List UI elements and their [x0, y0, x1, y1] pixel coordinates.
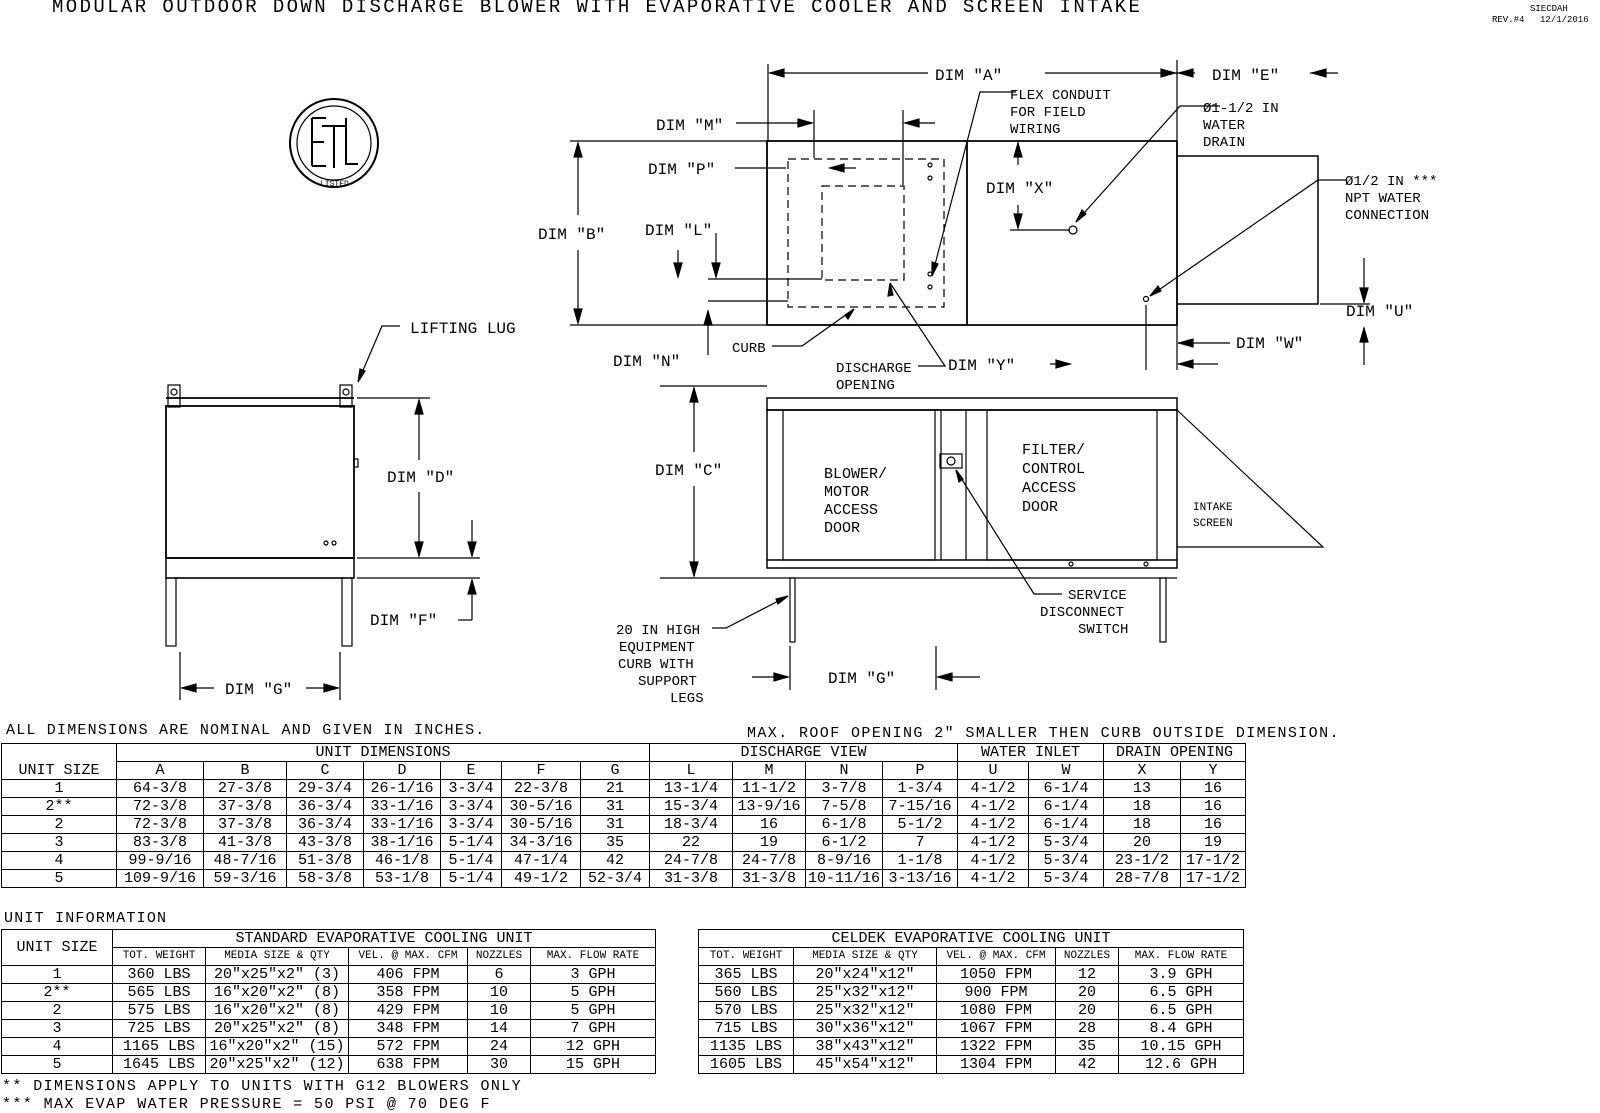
standard-cell: 14: [468, 1020, 531, 1038]
discharge-opening-line-1: DISCHARGE: [836, 361, 912, 377]
celdek-cell: 1135 LBS: [699, 1038, 794, 1056]
blower-door-line-1: BLOWER/: [824, 466, 888, 483]
cel-col-media: MEDIA SIZE & QTY: [794, 948, 937, 966]
dimension-cell: 6-1/4: [1029, 816, 1104, 834]
unit-information-heading: UNIT INFORMATION: [4, 910, 168, 927]
standard-cell: 20"x25"x2" (12): [206, 1056, 349, 1074]
table-row: [699, 1056, 1244, 1074]
table-row: [699, 1038, 1244, 1056]
front-view: [660, 386, 1323, 690]
curb-legs-line-3: CURB WITH: [618, 657, 694, 673]
standard-cell: 348 FPM: [349, 1020, 468, 1038]
celdek-cell: 715 LBS: [699, 1020, 794, 1038]
celdek-cell: 20"x24"x12": [794, 966, 937, 984]
standard-cell: 1165 LBS: [113, 1038, 206, 1056]
unit-size-header: UNIT SIZE: [2, 930, 113, 966]
dimension-cell: 99-9/16: [117, 852, 204, 870]
dimension-cell: 4-1/2: [958, 816, 1029, 834]
water-drain-line-2: WATER: [1203, 118, 1246, 134]
dimension-cell: 16: [1181, 780, 1246, 798]
intake-screen-line-2: SCREEN: [1193, 518, 1233, 530]
dimension-cell: 27-3/8: [204, 780, 287, 798]
dim-c-label: DIM "C": [655, 462, 723, 480]
water-drain-line-3: DRAIN: [1203, 135, 1246, 151]
dimension-cell: 7: [883, 834, 958, 852]
std-col-weight: TOT. WEIGHT: [113, 948, 206, 966]
dim-l-label: DIM "L": [645, 222, 713, 240]
dimension-cell: 6-1/2: [806, 834, 883, 852]
col-w: W: [1029, 762, 1104, 780]
dimension-cell: 24-7/8: [650, 852, 733, 870]
table-row: [2, 816, 1246, 834]
dim-f-label: DIM "F": [370, 612, 438, 630]
dimension-cell: 22-3/8: [502, 780, 581, 798]
unit-size-cell: 4: [2, 1038, 113, 1056]
dimension-cell: 42: [581, 852, 650, 870]
dimension-cell: 6-1/4: [1029, 798, 1104, 816]
celdek-cell: 38"x43"x12": [794, 1038, 937, 1056]
std-col-nozzles: NOZZLES: [468, 948, 531, 966]
standard-cell: 360 LBS: [113, 966, 206, 984]
table-row: [2, 984, 656, 1002]
dimension-cell: 5-3/4: [1029, 852, 1104, 870]
celdek-cell: 10.15 GPH: [1119, 1038, 1244, 1056]
col-n: N: [806, 762, 883, 780]
col-a: A: [117, 762, 204, 780]
water-connection-line-3: CONNECTION: [1345, 208, 1430, 224]
dimension-cell: 37-3/8: [204, 798, 287, 816]
unit-size-cell: 3: [2, 1020, 113, 1038]
celdek-cell: 20: [1056, 1002, 1119, 1020]
dimension-cell: 6-1/8: [806, 816, 883, 834]
dimension-cell: 3-7/8: [806, 780, 883, 798]
dimension-cell: 49-1/2: [502, 870, 581, 888]
standard-cell: 1645 LBS: [113, 1056, 206, 1074]
discharge-opening-line-2: OPENING: [836, 378, 895, 394]
dimension-cell: 58-3/8: [287, 870, 364, 888]
table-row: [2, 870, 1246, 888]
group-drain-opening: DRAIN OPENING: [1104, 744, 1246, 762]
dimension-cell: 41-3/8: [204, 834, 287, 852]
dim-d-label: DIM "D": [387, 469, 455, 487]
col-d: D: [364, 762, 441, 780]
listed-mark: LISTED: [320, 180, 349, 189]
dimension-cell: 16: [733, 816, 806, 834]
dimension-cell: 4-1/2: [958, 852, 1029, 870]
celdek-title: CELDEK EVAPORATIVE COOLING UNIT: [699, 930, 1244, 948]
table-row: [2, 852, 1246, 870]
col-l: L: [650, 762, 733, 780]
unit-size-header: UNIT SIZE: [2, 762, 117, 780]
celdek-cell: 12.6 GPH: [1119, 1056, 1244, 1074]
dimension-cell: 23-1/2: [1104, 852, 1181, 870]
filter-door-line-2: CONTROL: [1022, 461, 1086, 478]
celdek-cell: 30"x36"x12": [794, 1020, 937, 1038]
dimension-cell: 31: [581, 798, 650, 816]
dimension-cell: 5-3/4: [1029, 834, 1104, 852]
water-connection-line-2: NPT WATER: [1345, 191, 1421, 207]
standard-cell: 16"x20"x2" (8): [206, 984, 349, 1002]
standard-cell: 24: [468, 1038, 531, 1056]
dimension-cell: 4-1/2: [958, 780, 1029, 798]
intake-screen-line-1: INTAKE: [1193, 502, 1233, 514]
celdek-evaporative-table: [698, 929, 1244, 1074]
celdek-cell: 365 LBS: [699, 966, 794, 984]
table-row: [699, 1002, 1244, 1020]
dimension-cell: 72-3/8: [117, 798, 204, 816]
std-col-velocity: VEL. @ MAX. CFM: [349, 948, 468, 966]
nominal-note: ALL DIMENSIONS ARE NOMINAL AND GIVEN IN INCHES.: [6, 722, 486, 739]
celdek-cell: 6.5 GPH: [1119, 1002, 1244, 1020]
cel-col-flow: MAX. FLOW RATE: [1119, 948, 1244, 966]
dimension-cell: 36-3/4: [287, 816, 364, 834]
dimension-cell: 5-1/4: [441, 852, 502, 870]
unit-size-cell: 1: [2, 966, 113, 984]
dimension-cell: 16: [1181, 798, 1246, 816]
lifting-lug-label: LIFTING LUG: [410, 320, 516, 338]
dimension-cell: 31: [581, 816, 650, 834]
table-row: [2, 834, 1246, 852]
dimension-cell: 28-7/8: [1104, 870, 1181, 888]
table-row: [699, 984, 1244, 1002]
celdek-cell: 8.4 GPH: [1119, 1020, 1244, 1038]
celdek-cell: 25"x32"x12": [794, 984, 937, 1002]
revision-date: 12/1/2016: [1540, 15, 1589, 25]
group-discharge-view: DISCHARGE VIEW: [650, 744, 958, 762]
dimension-cell: 19: [733, 834, 806, 852]
col-g: G: [581, 762, 650, 780]
col-b: B: [204, 762, 287, 780]
dimension-cell: 3-13/16: [883, 870, 958, 888]
dimension-cell: 5-1/4: [441, 834, 502, 852]
standard-cell: 5 GPH: [531, 1002, 656, 1020]
celdek-cell: 28: [1056, 1020, 1119, 1038]
flex-conduit-line-3: WIRING: [1010, 122, 1061, 138]
celdek-cell: 1067 FPM: [937, 1020, 1056, 1038]
standard-cell: 20"x25"x2" (8): [206, 1020, 349, 1038]
dimension-cell: 34-3/16: [502, 834, 581, 852]
dimension-cell: 4-1/2: [958, 798, 1029, 816]
dimension-cell: 16: [1181, 816, 1246, 834]
table-row: [2, 1038, 656, 1056]
curb-legs-line-2: EQUIPMENT: [619, 640, 695, 656]
standard-cell: 10: [468, 1002, 531, 1020]
dimension-cell: 21: [581, 780, 650, 798]
dimension-cell: 1-1/8: [883, 852, 958, 870]
unit-size-cell: 1: [2, 780, 117, 798]
dimension-cell: 109-9/16: [117, 870, 204, 888]
dim-y-label: DIM "Y": [948, 357, 1016, 375]
dimension-cell: 30-5/16: [502, 816, 581, 834]
dimension-cell: 8-9/16: [806, 852, 883, 870]
dim-g-side-label: DIM "G": [225, 681, 293, 699]
dimension-cell: 31-3/8: [650, 870, 733, 888]
unit-size-cell: 5: [2, 1056, 113, 1074]
standard-cell: 20"x25"x2" (3): [206, 966, 349, 984]
dimension-cell: 53-1/8: [364, 870, 441, 888]
service-switch-line-2: DISCONNECT: [1040, 605, 1125, 621]
dimension-cell: 35: [581, 834, 650, 852]
celdek-cell: 1080 FPM: [937, 1002, 1056, 1020]
celdek-cell: 45"x54"x12": [794, 1056, 937, 1074]
celdek-cell: 900 FPM: [937, 984, 1056, 1002]
standard-cell: 725 LBS: [113, 1020, 206, 1038]
cel-col-weight: TOT. WEIGHT: [699, 948, 794, 966]
dimension-cell: 30-5/16: [502, 798, 581, 816]
std-col-flow: MAX. FLOW RATE: [531, 948, 656, 966]
pressure-note: *** MAX EVAP WATER PRESSURE = 50 PSI @ 70 DEG F: [2, 1096, 491, 1113]
standard-cell: 572 FPM: [349, 1038, 468, 1056]
dimension-cell: 59-3/16: [204, 870, 287, 888]
dimension-cell: 51-3/8: [287, 852, 364, 870]
dimension-cell: 29-3/4: [287, 780, 364, 798]
service-switch-line-3: SWITCH: [1078, 622, 1129, 638]
standard-cell: 16"x20"x2" (15): [206, 1038, 349, 1056]
standard-cell: 6: [468, 966, 531, 984]
dimension-cell: 47-1/4: [502, 852, 581, 870]
group-unit-dimensions: UNIT DIMENSIONS: [117, 744, 650, 762]
dimension-cell: 4-1/2: [958, 834, 1029, 852]
dimension-cell: 17-1/2: [1181, 852, 1246, 870]
blank-header-cell: [2, 744, 117, 762]
filter-door-line-4: DOOR: [1022, 499, 1059, 516]
blower-door-line-2: MOTOR: [824, 484, 870, 501]
col-m: M: [733, 762, 806, 780]
dim-x-label: DIM "X": [986, 180, 1054, 198]
table-row: [2, 798, 1246, 816]
table-row: [2, 1002, 656, 1020]
filter-door-line-1: FILTER/: [1022, 442, 1086, 459]
etl-listed-logo: [290, 99, 378, 187]
unit-size-cell: 2: [2, 816, 117, 834]
g12-note: ** DIMENSIONS APPLY TO UNITS WITH G12 BLOWERS ONLY: [2, 1078, 523, 1095]
table-row: [2, 1020, 656, 1038]
unit-size-cell: 3: [2, 834, 117, 852]
blower-door-line-3: ACCESS: [824, 502, 879, 519]
dimension-cell: 3-3/4: [441, 780, 502, 798]
dimension-cell: 38-1/16: [364, 834, 441, 852]
standard-cell: 3 GPH: [531, 966, 656, 984]
dimension-cell: 5-1/2: [883, 816, 958, 834]
celdek-cell: 560 LBS: [699, 984, 794, 1002]
dimension-cell: 13-1/4: [650, 780, 733, 798]
service-switch-line-1: SERVICE: [1068, 588, 1127, 604]
standard-cell: 5 GPH: [531, 984, 656, 1002]
unit-size-cell: 5: [2, 870, 117, 888]
flex-conduit-line-1: FLEX CONDUIT: [1010, 88, 1111, 104]
curb-label: CURB: [732, 341, 766, 357]
dimension-cell: 24-7/8: [733, 852, 806, 870]
standard-cell: 30: [468, 1056, 531, 1074]
table-row: [2, 966, 656, 984]
dimension-cell: 33-1/16: [364, 798, 441, 816]
table-row: [699, 1020, 1244, 1038]
dim-n-label: DIM "N": [613, 353, 681, 371]
group-water-inlet: WATER INLET: [958, 744, 1104, 762]
dimension-cell: 18: [1104, 798, 1181, 816]
curb-legs-line-1: 20 IN HIGH: [616, 623, 701, 639]
dimension-cell: 37-3/8: [204, 816, 287, 834]
standard-cell: 10: [468, 984, 531, 1002]
dimension-cell: 83-3/8: [117, 834, 204, 852]
standard-cell: 406 FPM: [349, 966, 468, 984]
col-x: X: [1104, 762, 1181, 780]
col-u: U: [958, 762, 1029, 780]
std-col-media: MEDIA SIZE & QTY: [206, 948, 349, 966]
dimension-cell: 18: [1104, 816, 1181, 834]
standard-cell: 565 LBS: [113, 984, 206, 1002]
unit-size-cell: 2**: [2, 798, 117, 816]
dimension-cell: 5-3/4: [1029, 870, 1104, 888]
celdek-cell: 570 LBS: [699, 1002, 794, 1020]
table-row: [699, 966, 1244, 984]
dim-e-label: DIM "E": [1212, 67, 1280, 85]
unit-size-cell: 2: [2, 1002, 113, 1020]
doc-id: SIECDAH: [1530, 4, 1568, 14]
standard-cell: 15 GPH: [531, 1056, 656, 1074]
dimension-cell: 7-5/8: [806, 798, 883, 816]
celdek-cell: 12: [1056, 966, 1119, 984]
dim-w-label: DIM "W": [1236, 335, 1304, 353]
col-p: P: [883, 762, 958, 780]
cel-col-nozzles: NOZZLES: [1056, 948, 1119, 966]
drawing-title: MODULAR OUTDOOR DOWN DISCHARGE BLOWER WITH EVAPORATIVE COOLER AND SCREEN INTAKE: [52, 0, 1143, 18]
unit-dimensions-table: [1, 743, 1246, 888]
celdek-cell: 1605 LBS: [699, 1056, 794, 1074]
water-drain-line-1: Ø1-1/2 IN: [1203, 101, 1279, 117]
blower-door-line-4: DOOR: [824, 520, 861, 537]
standard-cell: 429 FPM: [349, 1002, 468, 1020]
standard-cell: 16"x20"x2" (8): [206, 1002, 349, 1020]
curb-legs-line-5: LEGS: [670, 691, 704, 707]
dimension-cell: 52-3/4: [581, 870, 650, 888]
celdek-cell: 6.5 GPH: [1119, 984, 1244, 1002]
side-view: [166, 326, 480, 700]
dimension-cell: 15-3/4: [650, 798, 733, 816]
dimension-cell: 22: [650, 834, 733, 852]
celdek-cell: 3.9 GPH: [1119, 966, 1244, 984]
dim-g-front-label: DIM "G": [828, 670, 896, 688]
dimension-cell: 13: [1104, 780, 1181, 798]
col-e: E: [441, 762, 502, 780]
celdek-cell: 25"x32"x12": [794, 1002, 937, 1020]
dimension-cell: 26-1/16: [364, 780, 441, 798]
celdek-cell: 1050 FPM: [937, 966, 1056, 984]
dim-a-label: DIM "A": [935, 67, 1003, 85]
standard-cell: 12 GPH: [531, 1038, 656, 1056]
dimension-cell: 48-7/16: [204, 852, 287, 870]
standard-cell: 7 GPH: [531, 1020, 656, 1038]
celdek-cell: 42: [1056, 1056, 1119, 1074]
standard-title: STANDARD EVAPORATIVE COOLING UNIT: [113, 930, 656, 948]
standard-cell: 358 FPM: [349, 984, 468, 1002]
dimension-cell: 20: [1104, 834, 1181, 852]
curb-legs-line-4: SUPPORT: [638, 674, 697, 690]
dimension-cell: 72-3/8: [117, 816, 204, 834]
dimension-cell: 43-3/8: [287, 834, 364, 852]
filter-door-line-3: ACCESS: [1022, 480, 1077, 497]
col-c: C: [287, 762, 364, 780]
dimension-cell: 5-1/4: [441, 870, 502, 888]
celdek-cell: 35: [1056, 1038, 1119, 1056]
dimension-cell: 36-3/4: [287, 798, 364, 816]
col-y: Y: [1181, 762, 1246, 780]
dim-b-label: DIM "B": [538, 226, 606, 244]
revision: REV.#4: [1492, 15, 1525, 25]
dimension-cell: 18-3/4: [650, 816, 733, 834]
col-f: F: [502, 762, 581, 780]
dimension-cell: 4-1/2: [958, 870, 1029, 888]
dimension-cell: 17-1/2: [1181, 870, 1246, 888]
unit-size-cell: 4: [2, 852, 117, 870]
celdek-cell: 1322 FPM: [937, 1038, 1056, 1056]
dimension-cell: 46-1/8: [364, 852, 441, 870]
celdek-cell: 1304 FPM: [937, 1056, 1056, 1074]
dimension-cell: 1-3/4: [883, 780, 958, 798]
dim-p-label: DIM "P": [648, 161, 716, 179]
dim-m-label: DIM "M": [656, 117, 724, 135]
flex-conduit-line-2: FOR FIELD: [1010, 105, 1086, 121]
dim-u-label: DIM "U": [1346, 303, 1414, 321]
table-row: [2, 780, 1246, 798]
dimension-cell: 10-11/16: [806, 870, 883, 888]
dimension-cell: 31-3/8: [733, 870, 806, 888]
dimension-cell: 33-1/16: [364, 816, 441, 834]
standard-cell: 638 FPM: [349, 1056, 468, 1074]
dimension-cell: 64-3/8: [117, 780, 204, 798]
dimension-cell: 6-1/4: [1029, 780, 1104, 798]
dimension-cell: 11-1/2: [733, 780, 806, 798]
celdek-cell: 20: [1056, 984, 1119, 1002]
unit-size-cell: 2**: [2, 984, 113, 1002]
dimension-cell: 3-3/4: [441, 798, 502, 816]
water-connection-line-1: Ø1/2 IN ***: [1345, 174, 1438, 190]
standard-cell: 575 LBS: [113, 1002, 206, 1020]
dimension-cell: 13-9/16: [733, 798, 806, 816]
roof-opening-note: MAX. ROOF OPENING 2" SMALLER THEN CURB OUTSIDE DIMENSION.: [747, 725, 1340, 742]
dimension-cell: 19: [1181, 834, 1246, 852]
cel-col-velocity: VEL. @ MAX. CFM: [937, 948, 1056, 966]
standard-evaporative-table: [1, 929, 656, 1074]
dimension-cell: 3-3/4: [441, 816, 502, 834]
table-row: [2, 1056, 656, 1074]
dimension-cell: 7-15/16: [883, 798, 958, 816]
